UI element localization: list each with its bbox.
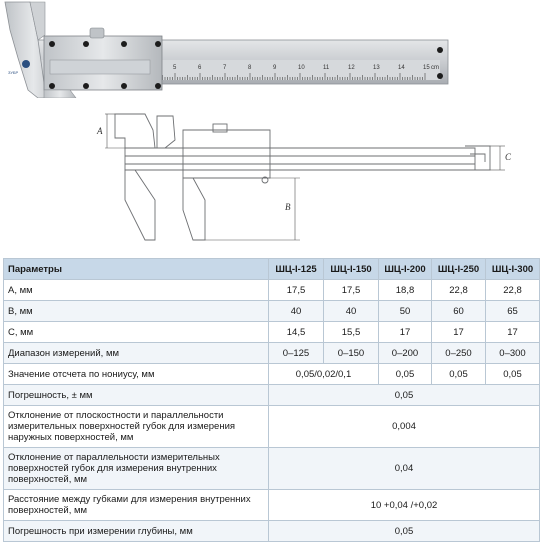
table-row <box>4 364 540 385</box>
cell-value: 18,8 <box>379 280 432 301</box>
scale-number: 12 <box>348 65 355 71</box>
column-header-params: Параметры <box>4 259 269 280</box>
cell-value-merged: 0,05/0,02/0,1 <box>269 364 379 385</box>
dim-a-label: A <box>97 126 103 136</box>
cell-value: 17,5 <box>324 280 379 301</box>
scale-number: 13 <box>373 65 380 71</box>
cell-value-merged: 0,04 <box>269 448 540 490</box>
cell-value: 0–125 <box>269 343 324 364</box>
cell-value: 60 <box>432 301 486 322</box>
scale-number: 11 <box>323 65 330 71</box>
cell-value: 65 <box>486 301 540 322</box>
scale-number: 14 <box>398 65 405 71</box>
row-label: Расстояние между губками для измерения внутренних поверхностей, мм <box>4 490 269 521</box>
scale-number: 9 <box>273 65 277 71</box>
table-row <box>4 385 540 406</box>
cell-value: 0–200 <box>379 343 432 364</box>
cell-value-merged: 0,05 <box>269 521 540 542</box>
cell-value: 14,5 <box>269 322 324 343</box>
cell-value: 22,8 <box>486 280 540 301</box>
svg-text:ЗУБР: ЗУБР <box>8 70 19 75</box>
cell-value: 50 <box>379 301 432 322</box>
column-header: ШЦ-I-200 <box>379 259 432 280</box>
cell-value: 0–150 <box>324 343 379 364</box>
cell-value: 0–300 <box>486 343 540 364</box>
scale-unit: cm <box>431 65 439 71</box>
scale-number: 8 <box>248 65 252 71</box>
row-label: Диапазон измерений, мм <box>4 343 269 364</box>
row-label: А, мм <box>4 280 269 301</box>
caliper-drawing <box>95 100 515 252</box>
cell-value: 0,05 <box>486 364 540 385</box>
column-header: ШЦ-I-150 <box>324 259 379 280</box>
table-row <box>4 521 540 542</box>
cell-value-merged: 10 +0,04 /+0,02 <box>269 490 540 521</box>
table-row <box>4 406 540 448</box>
table-row <box>4 490 540 521</box>
scale-number: 6 <box>198 65 202 71</box>
row-label: Отклонение от плоскостности и параллельности измерительных поверхностей губок для измерения наружных поверхностей, мм <box>4 406 269 448</box>
cell-value: 40 <box>324 301 379 322</box>
caliper-photo <box>0 0 460 98</box>
row-label: Погрешность при измерении глубины, мм <box>4 521 269 542</box>
dim-c-label: C <box>505 152 512 162</box>
cell-value: 0–250 <box>432 343 486 364</box>
cell-value: 15,5 <box>324 322 379 343</box>
dim-b-label: B <box>285 202 291 212</box>
cell-value: 0,05 <box>432 364 486 385</box>
cell-value-merged: 0,004 <box>269 406 540 448</box>
scale-number: 7 <box>223 65 227 71</box>
scale-number: 10 <box>298 65 305 71</box>
scale-number: 15 <box>423 65 430 71</box>
column-header: ШЦ-I-250 <box>432 259 486 280</box>
table-header-row <box>4 259 540 280</box>
cell-value: 0,05 <box>379 364 432 385</box>
scale-number: 5 <box>173 65 177 71</box>
table-row <box>4 448 540 490</box>
table-row <box>4 322 540 343</box>
cell-value: 17,5 <box>269 280 324 301</box>
table-row <box>4 280 540 301</box>
row-label: Отклонение от параллельности измерительных поверхностей губок для измерения внутренних поверхностей, мм <box>4 448 269 490</box>
cell-value: 17 <box>486 322 540 343</box>
column-header: ШЦ-I-125 <box>269 259 324 280</box>
column-header: ШЦ-I-300 <box>486 259 540 280</box>
row-label: В, мм <box>4 301 269 322</box>
row-label: Погрешность, ± мм <box>4 385 269 406</box>
cell-value: 17 <box>432 322 486 343</box>
table-row <box>4 343 540 364</box>
row-label: С, мм <box>4 322 269 343</box>
row-label: Значение отсчета по нониусу, мм <box>4 364 269 385</box>
cell-value: 22,8 <box>432 280 486 301</box>
cell-value: 40 <box>269 301 324 322</box>
table-row <box>4 301 540 322</box>
spec-table <box>3 258 540 542</box>
cell-value-merged: 0,05 <box>269 385 540 406</box>
cell-value: 17 <box>379 322 432 343</box>
